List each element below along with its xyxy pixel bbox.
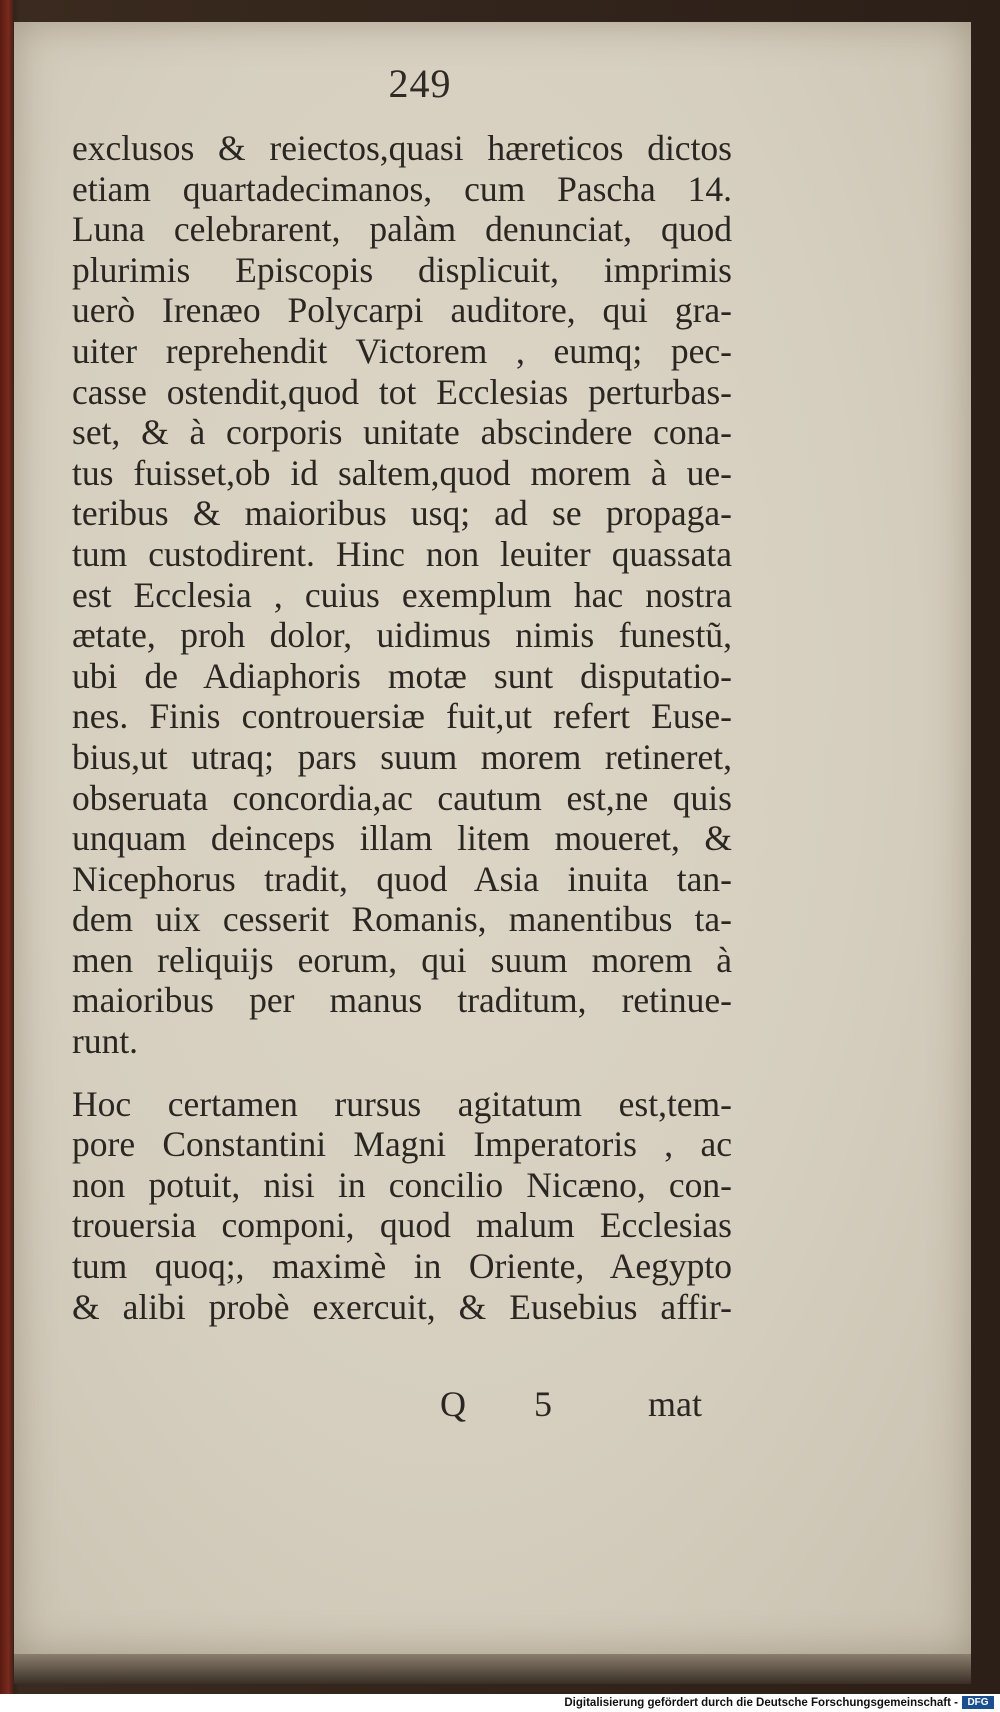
text-line: tum quoq;, maximè in Oriente, Aegypto: [72, 1246, 732, 1287]
text-line: nes. Finis controuersiæ fuit,ut refert Euse-: [72, 696, 732, 737]
text-line: uerò Irenæo Polycarpi auditore, qui gra-: [72, 290, 732, 331]
text-line: etiam quartadecimanos, cum Pascha 14.: [72, 168, 732, 209]
text-line: ætate, proh dolor, uidimus nimis funestũ,: [72, 615, 732, 656]
text-line: maioribus per manus traditum, retinue-: [72, 980, 732, 1021]
signature-number: 5: [534, 1384, 552, 1424]
text-line: uiter reprehendit Victorem , eumq; pec-: [72, 330, 732, 371]
text-line: bius,ut utraq; pars suum morem retineret,: [72, 736, 732, 777]
text-line: dem uix cesserit Romanis, manentibus ta-: [72, 899, 732, 940]
signature-mark: Q: [440, 1384, 466, 1424]
text-line: obseruata concordia,ac cautum est,ne quis: [72, 777, 732, 818]
text-line: teribus & maioribus usq; ad se propaga-: [72, 493, 732, 534]
text-line: non potuit, nisi in concilio Nicæno, con-: [72, 1164, 732, 1205]
catchword: mat: [648, 1384, 702, 1424]
text-line: est Ecclesia , cuius exemplum hac nostra: [72, 574, 732, 615]
text-line: unquam deinceps illam litem moueret, &: [72, 818, 732, 859]
page-number: 249: [388, 61, 452, 106]
text-line: Luna celebrarent, palàm denunciat, quod: [72, 209, 732, 250]
text-line: Hoc certamen rursus agitatum est,tem-: [72, 1083, 732, 1124]
text-line: exclusos & reiectos,quasi hæreticos dictos: [72, 128, 732, 168]
text-line: runt.: [72, 1021, 139, 1062]
text-line: tum custodirent. Hinc non leuiter quassata: [72, 533, 732, 574]
page-bottom-edge: [14, 1654, 971, 1684]
text-line: & alibi probè exercuit, & Eusebius affir-: [72, 1286, 732, 1327]
dfg-logo: DFG: [962, 1696, 994, 1709]
body-text: [72, 128, 732, 1327]
text-line: tus fuisset,ob id saltem,quod morem à ue-: [72, 452, 732, 493]
text-line: casse ostendit,quod tot Ecclesias perturbas-: [72, 371, 732, 412]
text-line: set, & à corporis unitate abscindere cona-: [72, 412, 732, 453]
text-line: ubi de Adiaphoris motæ sunt disputatio-: [72, 655, 732, 696]
text-line: trouersia componi, quod malum Ecclesias: [72, 1205, 732, 1246]
footer-credit: Digitalisierung gefördert durch die Deutsche Forschungsgemeinschaft -: [564, 1697, 958, 1709]
text-line: men reliquijs eorum, qui suum morem à: [72, 939, 732, 980]
text-line: Nicephorus tradit, quod Asia inuita tan-: [72, 858, 732, 899]
text-line: pore Constantini Magni Imperatoris , ac: [72, 1124, 732, 1165]
book-binding-edge: [0, 0, 14, 1712]
text-line: plurimis Episcopis displicuit, imprimis: [72, 249, 732, 290]
paragraph-break: [72, 1062, 732, 1084]
